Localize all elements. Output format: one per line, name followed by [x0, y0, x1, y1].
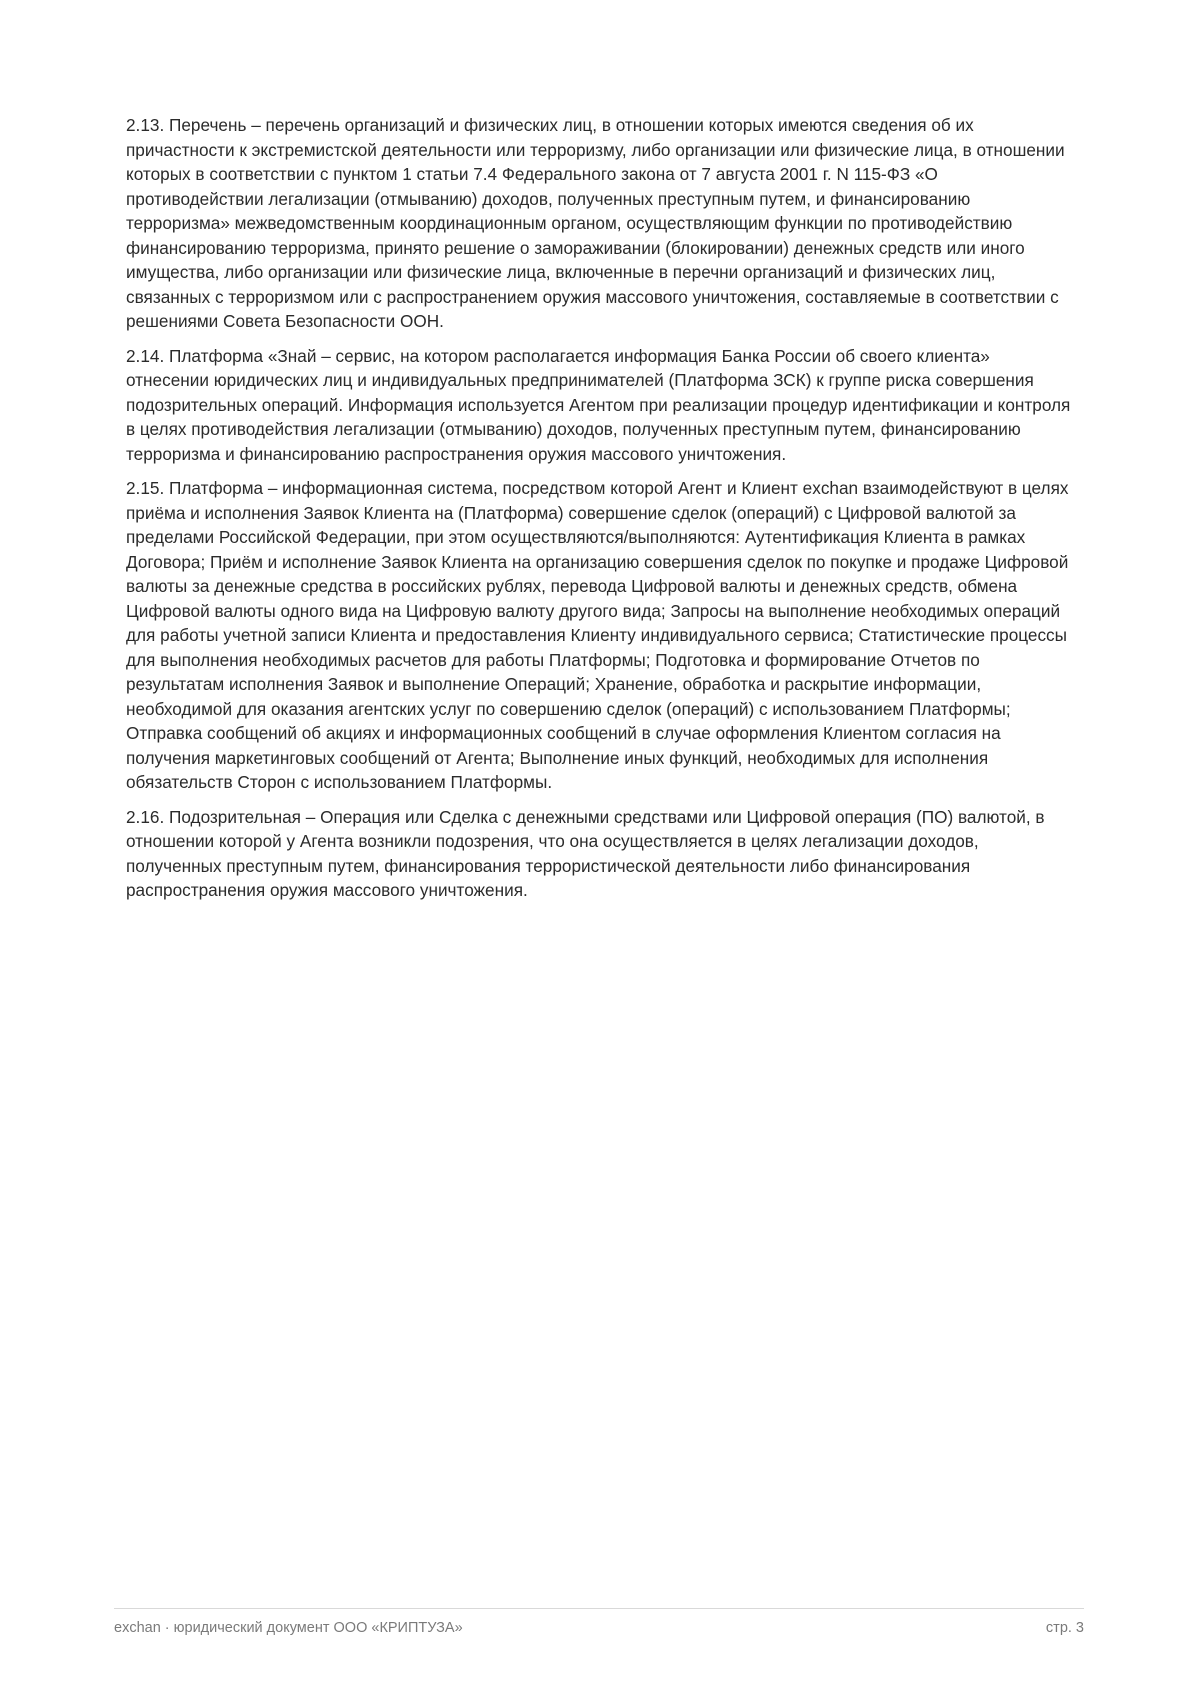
paragraph-2-13: 2.13. Перечень – перечень организаций и физических лиц, в отношении которых имеются сведения об их причастности к экстремистской деятельности или терроризму, либо организации или физические лица, в отношении которых в соответствии с пунктом 1 статьи 7.4 Федерального закона от 7 августа 2001 г. N 115-ФЗ «О противодействии легализации (отмыванию) доходов, полученных преступным путем, и финансированию терроризма» межведомственным координационным органом, осуществляющим функции по противодействию финансированию терроризма, принято решение о замораживании (блокировании) денежных средств или иного имущества, либо организации или физические лица, включенные в перечни организаций и физических лиц, связанных с терроризмом или с распространением оружия массового уничтожения, составляемые в соответствии с решениями Совета Безопасности ООН. — [126, 115, 1065, 331]
page-number: стр. 3 — [1045, 1620, 1084, 1636]
footer-document-label: exchan · юридический документ ООО «КРИПТУЗА» — [114, 1620, 463, 1636]
footer-divider — [114, 1608, 1084, 1609]
paragraph-2-14: 2.14. Платформа «Знай – сервис, на котором располагается информация Банка России об своего клиента» отнесении юридических лиц и индивидуальных предпринимателей (Платформа ЗСК) к группе риска совершения подозрительных операций. Информация используется Агентом при реализации процедур идентификации и контроля в целях противодействия легализации (отмыванию) доходов, полученных преступным путем, финансированию терроризма и финансированию распространения оружия массового уничтожения. — [126, 345, 1071, 464]
paragraph-2-16: 2.16. Подозрительная – Операция или Сделка с денежными средствами или Цифровой операция (ПО) валютой, в отношении которой у Агента возникли подозрения, что она осуществляется в целях легализации доходов, полученных преступным путем, финансирования террористической деятельности либо финансирования распространения оружия массового уничтожения. — [126, 806, 1045, 900]
paragraph-2-15: 2.15. Платформа – информационная система, посредством которой Агент и Клиент exchan взаимодействуют в целях приёма и исполнения Заявок Клиента на (Платформа) совершение сделок (операций) с Цифровой валютой за пределами Российской Федерации, при этом осуществляются/выполняются: Аутентификация Клиента в рамках Договора; Приём и исполнение Заявок Клиента на организацию совершения сделок по покупке и продаже Цифровой валюты за денежные средства в российских рублях, перевода Цифровой валюты и денежных средств, обмена Цифровой валюты одного вида на Цифровую валюту другого вида; Запросы на выполнение необходимых операций для работы учетной записи Клиента и предоставления Клиенту индивидуального сервиса; Статистические процессы для выполнения необходимых расчетов для работы Платформы; Подготовка и формирование Отчетов по результатам исполнения Заявок и выполнение Операций; Хранение, обработка и раскрытие информации, необходимой для оказания агентских услуг по совершению сделок (операций) с использованием Платформы; Отправка сообщений об акциях и информационных сообщений в случае оформления Клиентом согласия на получения маркетинговых сообщений от Агента; Выполнение иных функций, необходимых для исполнения обязательств Сторон с использованием Платформы. — [126, 478, 1069, 792]
document-body — [126, 113, 1076, 913]
